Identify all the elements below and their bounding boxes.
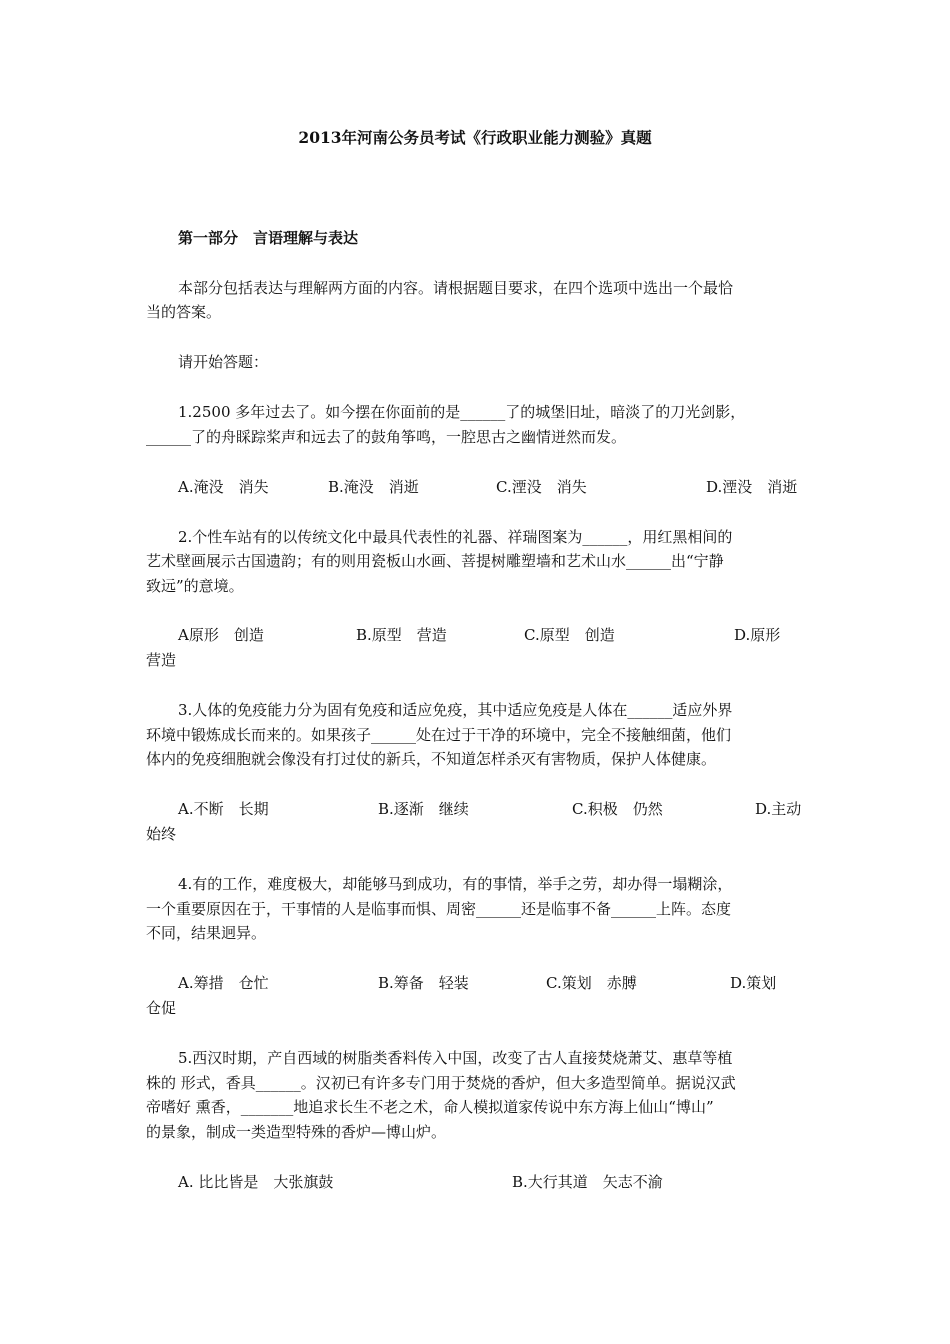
option-a: A.淹没 消失 [178,478,269,496]
intro-text: 当的答案。 [146,303,222,321]
option-c: C.原型 创造 [524,626,615,644]
question-text: 帝嗜好 熏香，_______地追求长生不老之术，命人模拟道家传说中东方海上仙山“博山” [146,1098,714,1116]
question-text: 环境中锻炼成长而来的。如果孩子______处在过于干净的环境中，完全不接触细菌，他们 [146,726,732,744]
option-c: C.策划 赤膊 [546,974,637,992]
question-text: 3.人体的免疫能力分为固有免疫和适应免疫，其中适应免疫是人体在______适应外界 [178,701,733,719]
question-text: 株的 形式，香具______。汉初已有许多专门用于焚烧的香炉，但大多造型简单。据说汉武 [146,1074,736,1092]
option-b: B.淹没 消逝 [328,478,419,496]
option-d-continued: 营造 [146,651,177,669]
question-text: 致远”的意境。 [146,577,244,595]
section-heading: 第一部分 言语理解与表达 [178,229,359,247]
start-prompt: 请开始答题： [178,353,269,371]
option-b: B.筹备 轻装 [378,974,469,992]
question-text: 1.2500 多年过去了。如今摆在你面前的是______了的城堡旧址，暗淡了的刀光剑影， [178,403,746,421]
option-c: C.湮没 消失 [496,478,587,496]
question-text: 不同，结果迥异。 [146,924,267,942]
question-text: 5.西汉时期，产自西域的树脂类香料传入中国，改变了古人直接焚烧萧艾、惠草等植 [178,1049,733,1067]
document-title: 2013年河南公务员考试《行政职业能力测验》真题 [298,128,652,147]
option-c: C.积极 仍然 [572,800,663,818]
option-a: A.不断 长期 [178,800,269,818]
option-b: B.大行其道 矢志不渝 [512,1173,663,1191]
question-text: 体内的免疫细胞就会像没有打过仗的新兵，不知道怎样杀灭有害物质，保护人体健康。 [146,750,717,768]
intro-text: 本部分包括表达与理解两方面的内容。请根据题目要求，在四个选项中选出一个最恰 [178,279,734,297]
option-d: D.主动 [755,800,802,818]
option-d: D.策划 [730,974,777,992]
option-b: B.原型 营造 [356,626,447,644]
option-d: D.湮没 消逝 [706,478,798,496]
question-text: ______了的舟睬踪桨声和远去了的鼓角筝鸣，一腔思古之幽情迸然而发。 [146,428,627,446]
option-d-continued: 仓促 [146,999,177,1017]
option-d-continued: 始终 [146,825,177,843]
option-a: A.筹措 仓忙 [178,974,269,992]
question-text: 艺术壁画展示古国遗韵；有的则用瓷板山水画、菩提树雕塑墙和艺术山水______出“宁静 [146,552,724,570]
question-text: 一个重要原因在于，干事情的人是临事而惧、周密______还是临事不备______上阵。态度 [146,900,732,918]
question-text: 2.个性车站有的以传统文化中最具代表性的礼器、祥瑞图案为______，用红黑相间的 [178,528,733,546]
question-text: 4.有的工作，难度极大，却能够马到成功，有的事情，举手之劳，却办得一塌糊涂， [178,875,733,893]
option-d: D.原形 [734,626,781,644]
option-a: A. 比比皆是 大张旗鼓 [178,1173,334,1191]
question-text: 的景象，制成一类造型特殊的香炉—博山炉。 [146,1123,447,1141]
option-a: A原形 创造 [178,626,264,644]
option-b: B.逐渐 继续 [378,800,469,818]
